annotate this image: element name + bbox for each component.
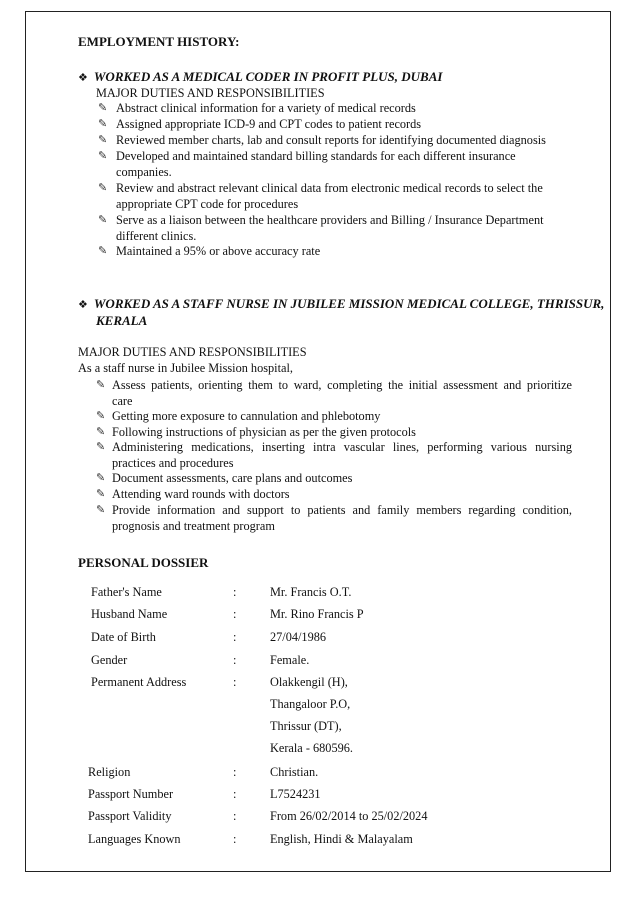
dossier-value: Christian. bbox=[270, 765, 319, 779]
check-tick-icon: ✎ bbox=[98, 245, 108, 257]
check-tick-icon: ✎ bbox=[96, 441, 106, 453]
check-tick-icon: ✎ bbox=[98, 118, 108, 130]
dossier-value: Thangaloor P.O, bbox=[270, 697, 351, 711]
dossier-label: Passport Validity bbox=[88, 809, 172, 823]
dossier-separator: : bbox=[233, 585, 237, 599]
personal-dossier-heading: PERSONAL DOSSIER bbox=[78, 555, 209, 570]
dossier-label: Permanent Address bbox=[91, 675, 187, 689]
check-tick-icon: ✎ bbox=[96, 410, 106, 422]
check-tick-icon: ✎ bbox=[98, 182, 108, 194]
dossier-value: Olakkengil (H), bbox=[270, 675, 348, 689]
dossier-value: From 26/02/2014 to 25/02/2024 bbox=[270, 809, 428, 823]
check-tick-icon: ✎ bbox=[96, 504, 106, 516]
dossier-separator: : bbox=[233, 809, 237, 823]
duty-item-text: different clinics. bbox=[116, 229, 197, 243]
dossier-value: L7524231 bbox=[270, 787, 321, 801]
duty-item-text: Assigned appropriate ICD-9 and CPT codes to patient records bbox=[116, 117, 422, 131]
dossier-separator: : bbox=[233, 765, 237, 779]
job1-duties-heading: MAJOR DUTIES AND RESPONSIBILITIES bbox=[96, 86, 325, 100]
employment-heading: EMPLOYMENT HISTORY: bbox=[78, 34, 240, 49]
dossier-separator: : bbox=[233, 607, 237, 621]
dossier-separator: : bbox=[233, 832, 237, 846]
check-tick-icon: ✎ bbox=[98, 214, 108, 226]
dossier-label: Date of Birth bbox=[91, 630, 156, 644]
job2-title: WORKED AS A STAFF NURSE IN JUBILEE MISSION MEDICAL COLLEGE, THRISSUR, bbox=[93, 296, 605, 311]
job2-title-line1 bbox=[78, 296, 604, 313]
job1-title: WORKED AS A MEDICAL CODER IN PROFIT PLUS, DUBAI bbox=[93, 69, 443, 84]
duty-item-text: practices and procedures bbox=[112, 456, 234, 470]
duty-item-text: Getting more exposure to cannulation and phlebotomy bbox=[112, 409, 381, 423]
dossier-label: Father's Name bbox=[91, 585, 162, 599]
dossier-label: Languages Known bbox=[88, 832, 181, 846]
dossier-separator: : bbox=[233, 653, 237, 667]
duty-item-text: Reviewed member charts, lab and consult reports for identifying documented diagnosis bbox=[116, 133, 546, 147]
dossier-value: Mr. Rino Francis P bbox=[270, 607, 364, 621]
job2-intro: As a staff nurse in Jubilee Mission hospital, bbox=[78, 361, 293, 375]
dossier-separator: : bbox=[233, 787, 237, 801]
duty-item-text: Serve as a liaison between the healthcare providers and Billing / Insurance Department bbox=[116, 213, 544, 227]
dossier-value: Thrissur (DT), bbox=[270, 719, 342, 733]
dossier-separator: : bbox=[233, 630, 237, 644]
duty-item-text: Assess patients, orienting them to ward, completing the initial assessment and prioritize bbox=[112, 378, 572, 392]
dossier-label: Husband Name bbox=[91, 607, 168, 621]
diamond-bullet-icon: ❖ bbox=[78, 299, 88, 311]
duty-item-text: Provide information and support to patients and family members regarding condition, bbox=[112, 503, 572, 517]
check-tick-icon: ✎ bbox=[96, 472, 106, 484]
dossier-value: Female. bbox=[270, 653, 310, 667]
duty-item-text: Attending ward rounds with doctors bbox=[112, 487, 290, 501]
dossier-value: Kerala - 680596. bbox=[270, 741, 353, 755]
job2-title-line2: KERALA bbox=[96, 313, 148, 328]
duty-item-text: care bbox=[112, 394, 133, 408]
check-tick-icon: ✎ bbox=[96, 379, 106, 391]
duty-item-text: appropriate CPT code for procedures bbox=[116, 197, 299, 211]
check-tick-icon: ✎ bbox=[98, 102, 108, 114]
duty-item-text: Review and abstract relevant clinical data from electronic medical records to select the bbox=[116, 181, 543, 195]
job2-duties-heading: MAJOR DUTIES AND RESPONSIBILITIES bbox=[78, 345, 307, 359]
check-tick-icon: ✎ bbox=[96, 426, 106, 438]
duty-item-text: Administering medications, inserting intra vascular lines, performing various nursing bbox=[112, 440, 572, 454]
duty-item-text: Document assessments, care plans and outcomes bbox=[112, 471, 353, 485]
duty-item-text: prognosis and treatment program bbox=[112, 519, 275, 533]
dossier-label: Religion bbox=[88, 765, 131, 779]
dossier-label: Passport Number bbox=[88, 787, 174, 801]
duty-item-text: Developed and maintained standard billing standards for each different insurance bbox=[116, 149, 516, 163]
dossier-separator: : bbox=[233, 675, 237, 689]
check-tick-icon: ✎ bbox=[96, 488, 106, 500]
dossier-value: English, Hindi & Malayalam bbox=[270, 832, 413, 846]
check-tick-icon: ✎ bbox=[98, 134, 108, 146]
diamond-bullet-icon: ❖ bbox=[78, 72, 88, 84]
job1-title-line bbox=[78, 69, 442, 86]
duty-item-text: Maintained a 95% or above accuracy rate bbox=[116, 244, 321, 258]
duty-item-text: Abstract clinical information for a variety of medical records bbox=[116, 101, 416, 115]
check-tick-icon: ✎ bbox=[98, 150, 108, 162]
duty-item-text: companies. bbox=[116, 165, 172, 179]
dossier-label: Gender bbox=[91, 653, 128, 667]
dossier-value: Mr. Francis O.T. bbox=[270, 585, 352, 599]
duty-item-text: Following instructions of physician as per the given protocols bbox=[112, 425, 416, 439]
dossier-value: 27/04/1986 bbox=[270, 630, 327, 644]
